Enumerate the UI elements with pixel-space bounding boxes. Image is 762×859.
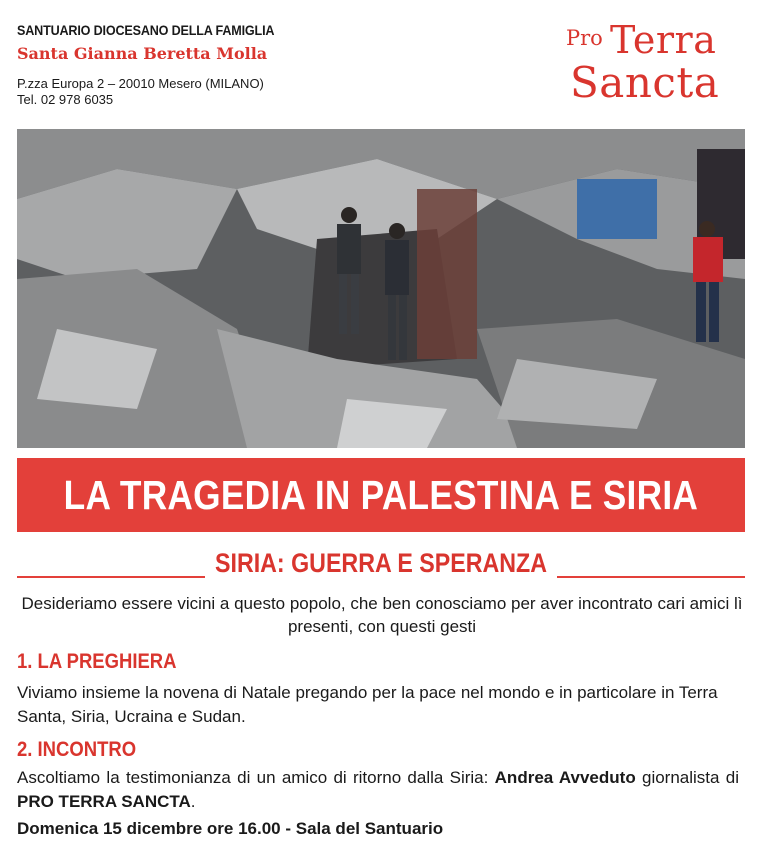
logo-sancta: Sancta: [570, 58, 720, 107]
banner-title: LA TRAGEDIA IN PALESTINA E SIRIA: [63, 471, 699, 518]
section-text-preghiera: Viviamo insieme la novena di Natale pregando per la pace nel mondo e in particolare in Terra Santa, Siria, Ucraina e Sudan.: [17, 683, 718, 726]
incontro-text-before: Ascoltiamo la testimonianza di un amico di ritorno dalla Siria:: [17, 768, 495, 787]
header-block: [17, 22, 303, 108]
contact-info: [17, 76, 303, 108]
pro-terra-sancta-logo: [566, 18, 746, 110]
logo-terra: Terra: [610, 18, 717, 62]
incontro-text-mid: giornalista di: [635, 768, 739, 787]
subheading: SIRIA: GUERRA E SPERANZA: [215, 548, 547, 578]
logo-pro: Pro: [566, 26, 603, 50]
organization-mention: PRO TERRA SANCTA: [17, 792, 191, 811]
address: P.zza Europa 2 – 20010 Mesero (MILANO): [17, 76, 264, 91]
divider-right: [557, 576, 745, 578]
organization-name: SANTUARIO DIOCESANO DELLA FAMIGLIA: [17, 22, 275, 38]
title-banner: [17, 458, 745, 532]
section-heading-preghiera: 1. LA PREGHIERA: [17, 650, 177, 673]
incontro-text-after: .: [190, 792, 196, 811]
section-heading-incontro: 2. INCONTRO: [17, 738, 137, 761]
saint-name: Santa Gianna Beretta Molla: [17, 44, 268, 63]
rubble-illustration: [17, 129, 745, 448]
intro-text: Desideriamo essere vicini a questo popolo, che ben conosciamo per aver incontrato cari amici lì presenti, con questi gesti: [21, 594, 743, 636]
speaker-name: Andrea Avveduto: [494, 768, 636, 787]
phone: Tel. 02 978 6035: [17, 92, 114, 107]
rubble-photo: [17, 129, 745, 448]
event-details: Domenica 15 dicembre ore 16.00 - Sala del Santuario: [17, 819, 444, 838]
section-text-incontro: [17, 766, 739, 814]
subheading-block: [17, 548, 745, 584]
